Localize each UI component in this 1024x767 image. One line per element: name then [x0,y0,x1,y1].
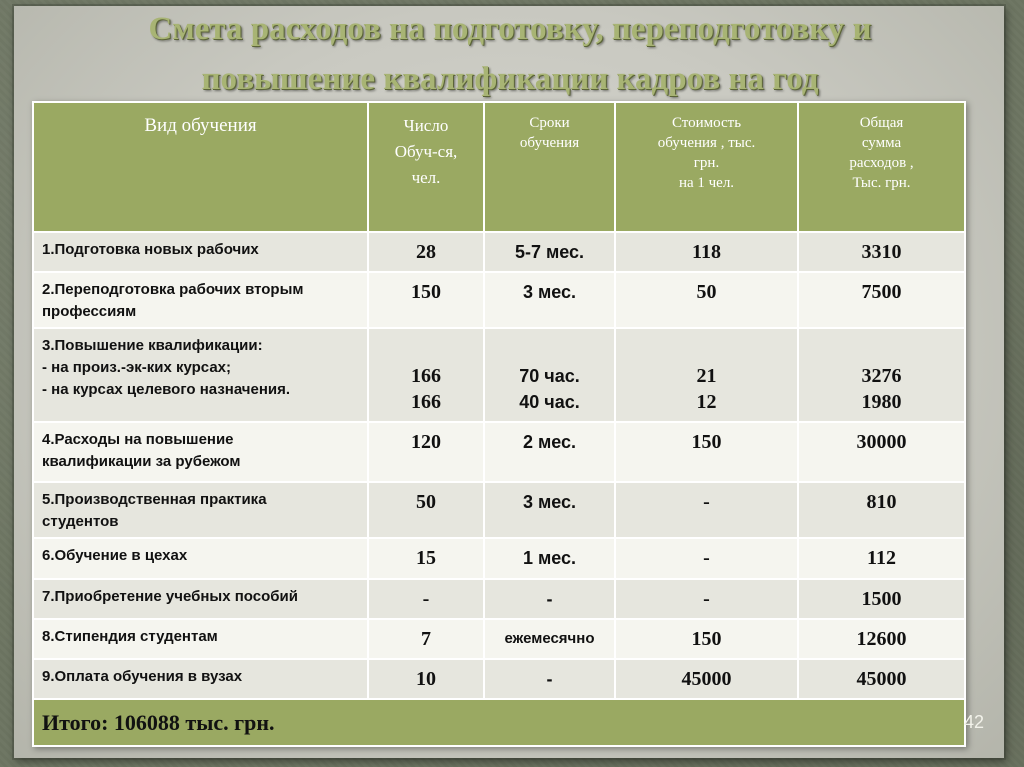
row-label: 4.Расходы на повышение квалификации за рубежом [33,422,368,482]
header-type: Вид обучения [33,102,368,232]
row-count: 150 [368,272,484,328]
row-terms: 2 мес. [484,422,615,482]
budget-table [32,101,966,747]
table-row [33,232,965,272]
row-label: 5.Производственная практика студентов [33,482,368,538]
row-label: 6.Обучение в цехах [33,538,368,579]
row-count: 28 [368,232,484,272]
row-label: 1.Подготовка новых рабочих [33,232,368,272]
table-row [33,538,965,579]
row-label: 8.Стипендия студентам [33,619,368,659]
row-count: 10 [368,659,484,699]
row-count: 7 [368,619,484,659]
table-row [33,619,965,659]
row-count: 15 [368,538,484,579]
row-label: 7.Приобретение учебных пособий [33,579,368,619]
header-count: Число Обуч-ся, чел. [368,102,484,232]
total-row [33,699,965,746]
row-total: 30000 [798,422,965,482]
header-cost: Стоимость обучения , тыс. грн. на 1 чел. [615,102,798,232]
table-row [33,579,965,619]
row-label: 9.Оплата обучения в вузах [33,659,368,699]
table-row [33,422,965,482]
row-terms: 70 час. 40 час. [484,328,615,422]
row-terms: 1 мес. [484,538,615,579]
row-total: 45000 [798,659,965,699]
total-label: Итого: 106088 тыс. грн. [33,699,965,746]
table-row [33,272,965,328]
title-line-1: Смета расходов на подготовку, переподготовку и [148,11,872,47]
row-cost: - [615,579,798,619]
row-total: 3276 1980 [798,328,965,422]
row-count: 50 [368,482,484,538]
table-row [33,482,965,538]
row-terms: 3 мес. [484,272,615,328]
row-count: - [368,579,484,619]
row-label: 2.Переподготовка рабочих вторым профессиям [33,272,368,328]
table-row [33,659,965,699]
row-cost: 21 12 [615,328,798,422]
row-terms: - [484,579,615,619]
row-terms: 5-7 мес. [484,232,615,272]
row-cost: 50 [615,272,798,328]
row-count: 166 166 [368,328,484,422]
title-line-2: повышение квалификации кадров на год [201,61,819,97]
header-row [33,102,965,232]
row-total: 1500 [798,579,965,619]
row-cost: 45000 [615,659,798,699]
row-terms: ежемесячно [484,619,615,659]
row-terms: - [484,659,615,699]
slide-title [60,4,960,104]
row-total: 810 [798,482,965,538]
row-cost: - [615,538,798,579]
table-row [33,328,965,422]
row-total: 12600 [798,619,965,659]
row-cost: 150 [615,619,798,659]
row-total: 112 [798,538,965,579]
row-count: 120 [368,422,484,482]
row-label: 3.Повышение квалификации: - на произ.-эк-ких курсах; - на курсах целевого назначения. [33,328,368,422]
row-cost: 150 [615,422,798,482]
row-cost: 118 [615,232,798,272]
header-terms: Сроки обучения [484,102,615,232]
row-terms: 3 мес. [484,482,615,538]
page-number: 42 [964,712,985,732]
row-total: 3310 [798,232,965,272]
row-total: 7500 [798,272,965,328]
header-total: Общая сумма расходов , Тыс. грн. [798,102,965,232]
row-cost: - [615,482,798,538]
